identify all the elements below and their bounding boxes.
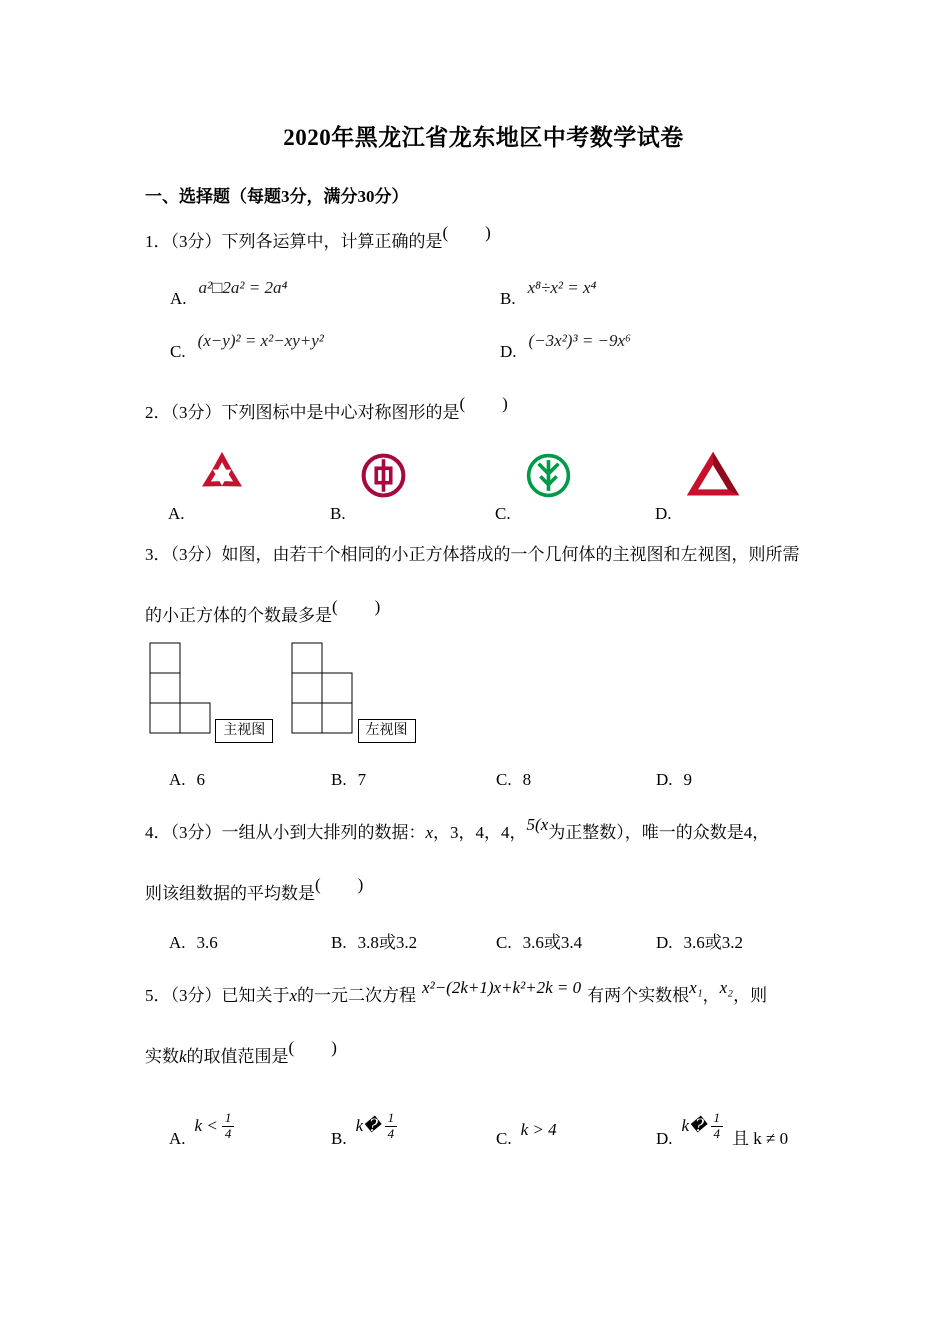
red-triangle-3d-logo-icon bbox=[685, 450, 741, 499]
side-view-label: 左视图 bbox=[358, 719, 416, 744]
question-5-answer-blank: ( ) bbox=[288, 1038, 338, 1058]
fraction-numerator: 1 bbox=[711, 1111, 724, 1127]
fraction-denominator: 4 bbox=[224, 1126, 232, 1142]
option-text: 3.6或3.4 bbox=[522, 933, 583, 953]
math-x1: x₁ bbox=[689, 978, 703, 998]
option-suffix: 且 k ≠ 0 bbox=[732, 1129, 789, 1149]
option-letter: D. bbox=[655, 503, 672, 523]
q4-option-d bbox=[656, 932, 822, 955]
front-view-block bbox=[149, 642, 273, 744]
question-2-options bbox=[168, 445, 822, 526]
option-letter: A. bbox=[169, 933, 186, 953]
q4-option-c bbox=[496, 932, 656, 955]
question-2-stem bbox=[145, 393, 822, 425]
stem-text: ，3，4，4， bbox=[433, 823, 527, 843]
stem-text: ，则 bbox=[733, 986, 768, 1006]
option-letter: B. bbox=[331, 933, 347, 953]
q1-option-a bbox=[170, 277, 500, 311]
option-letter: C. bbox=[496, 933, 512, 953]
logo-wrap bbox=[198, 445, 330, 499]
q4-option-b bbox=[331, 932, 496, 955]
question-1-stem bbox=[145, 222, 822, 254]
option-text: 3.6 bbox=[196, 933, 218, 953]
question-4-stem-line1 bbox=[145, 815, 822, 845]
math-k: k bbox=[179, 1047, 187, 1067]
option-letter: C. bbox=[496, 1129, 512, 1149]
section-heading: 一、选择题（每题3分，满分30分） bbox=[145, 187, 409, 206]
stem-text: 的取值范围是 bbox=[186, 1047, 289, 1067]
q1-option-b bbox=[500, 277, 822, 311]
logo-wrap bbox=[525, 445, 655, 499]
fraction-denominator: 4 bbox=[713, 1126, 721, 1142]
option-letter: B. bbox=[331, 770, 347, 790]
option-formula: (−3x²)³ = −9x⁶ bbox=[528, 330, 631, 350]
option-text: 3.6或3.2 bbox=[683, 933, 744, 953]
option-text: 9 bbox=[683, 770, 693, 790]
stem-text: 有两个实数根 bbox=[587, 986, 690, 1006]
stem-text: ， bbox=[702, 986, 720, 1006]
math-x: x bbox=[289, 986, 298, 1006]
option-formula: x⁸÷x² = x⁴ bbox=[527, 277, 597, 297]
option-text: 8 bbox=[522, 770, 532, 790]
q4-option-a bbox=[169, 932, 331, 955]
fraction-one-quarter bbox=[222, 1111, 235, 1142]
option-letter: C. bbox=[170, 341, 186, 361]
q1-option-c bbox=[170, 330, 500, 364]
front-view-figure bbox=[149, 642, 211, 734]
inequality-text: k� bbox=[681, 1116, 707, 1136]
q2-option-a bbox=[168, 445, 330, 526]
question-3-stem-text: 的小正方体的个数最多是 bbox=[145, 605, 332, 625]
question-5-stem-line2 bbox=[145, 1038, 822, 1069]
option-letter: D. bbox=[656, 933, 673, 953]
math-5x: 5(x bbox=[526, 815, 549, 835]
option-letter: D. bbox=[656, 770, 673, 790]
option-formula bbox=[682, 1111, 723, 1142]
inequality-text: k� bbox=[355, 1116, 381, 1136]
fraction-denominator: 4 bbox=[387, 1126, 395, 1142]
question-4-answer-blank: ( ) bbox=[315, 875, 365, 895]
question-1-options bbox=[170, 277, 822, 364]
logo-wrap bbox=[685, 445, 822, 499]
agricultural-bank-logo-icon bbox=[525, 452, 572, 499]
stem-text: 的一元二次方程 bbox=[297, 986, 417, 1006]
stem-text: 为正整数），唯一的众数是4， bbox=[548, 823, 770, 843]
fraction-numerator: 1 bbox=[222, 1111, 235, 1127]
option-letter: C. bbox=[496, 770, 512, 790]
stem-text: 则该组数据的平均数是 bbox=[145, 884, 315, 904]
math-x2: x₂ bbox=[719, 978, 734, 998]
option-letter: A. bbox=[169, 1129, 186, 1149]
question-5-options bbox=[169, 1095, 822, 1151]
q5-option-a bbox=[169, 1095, 331, 1151]
math-x: x bbox=[425, 823, 434, 843]
bank-of-china-logo-icon bbox=[360, 452, 407, 499]
stem-text: 5．（3分）已知关于 bbox=[145, 986, 290, 1006]
option-formula: a²□2a² = 2a⁴ bbox=[198, 277, 288, 297]
front-view-label: 主视图 bbox=[215, 719, 273, 744]
option-letter: A. bbox=[168, 503, 185, 523]
q3-option-c bbox=[496, 769, 656, 792]
page-title: 2020年黑龙江省龙东地区中考数学试卷 bbox=[283, 125, 684, 150]
question-3-stem-line1: 3．（3分）如图，由若干个相同的小正方体搭成的一个几何体的主视图和左视图，则所需 bbox=[145, 544, 800, 564]
option-letter: D. bbox=[500, 341, 517, 361]
side-view-figure bbox=[291, 642, 353, 734]
red-triskelion-logo-icon bbox=[198, 451, 246, 499]
option-letter: A. bbox=[170, 288, 187, 308]
question-2-answer-blank: ( ) bbox=[459, 393, 509, 413]
option-text: 7 bbox=[357, 770, 367, 790]
option-text: 6 bbox=[196, 770, 206, 790]
q2-option-b bbox=[330, 445, 495, 526]
option-letter: D. bbox=[656, 1129, 673, 1149]
logo-wrap bbox=[360, 445, 495, 499]
q3-option-a bbox=[169, 769, 331, 792]
inequality-text: k < bbox=[194, 1116, 218, 1136]
q2-option-c bbox=[495, 445, 655, 526]
option-letter: B. bbox=[331, 1129, 347, 1149]
inequality-text: k > 4 bbox=[520, 1120, 557, 1140]
option-letter: A. bbox=[169, 770, 186, 790]
option-formula bbox=[521, 1119, 557, 1142]
question-4-options bbox=[169, 932, 822, 955]
fraction-one-quarter bbox=[711, 1111, 724, 1142]
option-letter: B. bbox=[330, 503, 346, 523]
q3-option-d bbox=[656, 769, 822, 792]
option-letter: B. bbox=[500, 288, 516, 308]
side-view-block bbox=[291, 642, 415, 744]
q5-option-b bbox=[331, 1095, 496, 1151]
question-2-stem-text: 2．（3分）下列图标中是中心对称图形的是 bbox=[145, 402, 460, 422]
stem-text: 4．（3分）一组从小到大排列的数据： bbox=[145, 823, 426, 843]
quadratic-equation-formula: x²−(2k+1)x+k²+2k = 0 bbox=[422, 978, 582, 998]
q5-option-d bbox=[656, 1095, 822, 1151]
stem-text: 实数 bbox=[145, 1047, 179, 1067]
option-text: 3.8或3.2 bbox=[357, 933, 418, 953]
question-1-answer-blank: ( ) bbox=[442, 222, 492, 242]
option-formula bbox=[195, 1111, 235, 1142]
question-3-stem-line2 bbox=[145, 596, 822, 628]
q5-option-c bbox=[496, 1095, 656, 1151]
q3-option-b bbox=[331, 769, 496, 792]
fraction-numerator: 1 bbox=[385, 1111, 398, 1127]
option-formula: (x−y)² = x²−xy+y² bbox=[197, 330, 324, 350]
question-5-stem-line1 bbox=[145, 978, 822, 1008]
question-3-options bbox=[169, 769, 822, 792]
question-3-figures bbox=[149, 642, 822, 744]
question-1-stem-text: 1．（3分）下列各运算中，计算正确的是 bbox=[145, 231, 443, 251]
option-letter: C. bbox=[495, 503, 511, 523]
fraction-one-quarter bbox=[385, 1111, 398, 1142]
question-4-stem-line2 bbox=[145, 875, 822, 906]
q2-option-d bbox=[655, 445, 822, 526]
q1-option-d bbox=[500, 330, 822, 364]
question-3-answer-blank: ( ) bbox=[332, 596, 382, 616]
option-formula bbox=[356, 1111, 397, 1142]
